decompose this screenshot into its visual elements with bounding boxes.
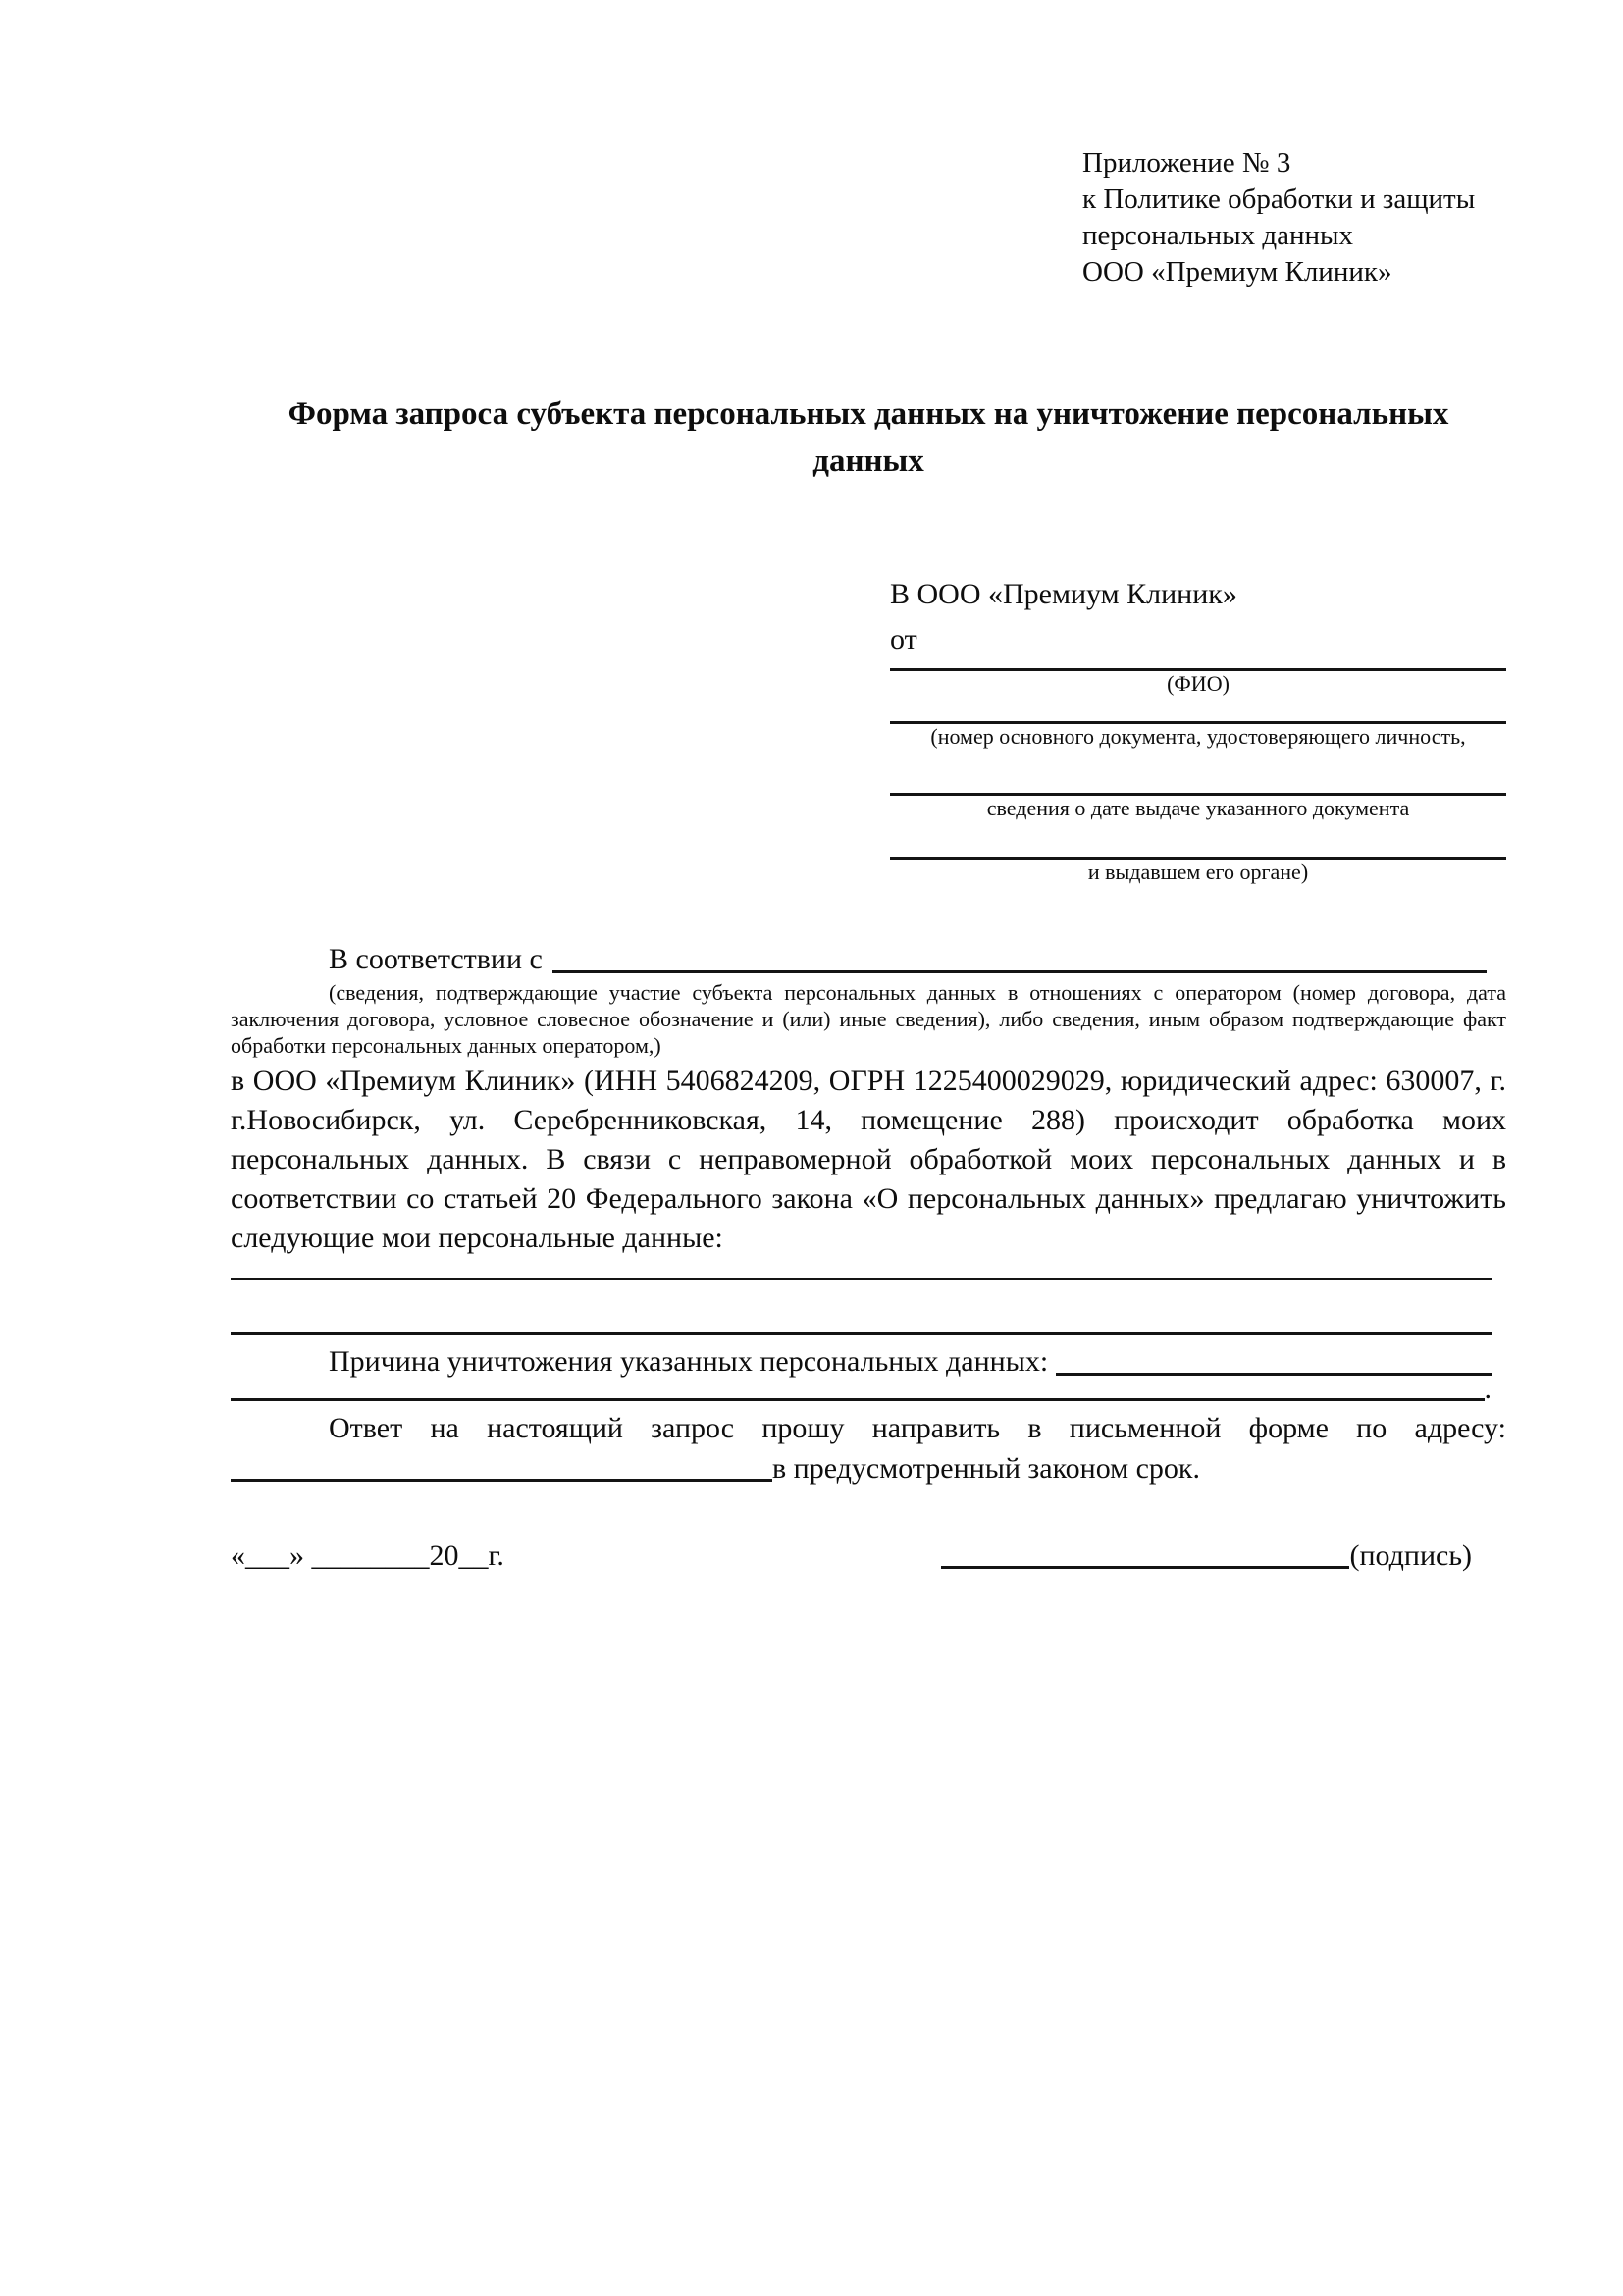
addressee-from: от (890, 623, 917, 655)
reason-continuation-line (231, 1372, 1485, 1401)
reason-period: . (1484, 1373, 1492, 1405)
fio-caption: (ФИО) (1167, 671, 1230, 696)
reason-label: Причина уничтожения указанных персональных данных: (329, 1345, 1049, 1378)
response-suffix: в предусмотренный законом срок. (772, 1452, 1200, 1485)
addressee-to: В ООО «Премиум Клиник» (890, 578, 1237, 610)
id-doc-caption-3: и выдавшем его органе) (1087, 860, 1309, 884)
appendix-line: персональных данных (1082, 220, 1354, 251)
accordance-label: В соответствии с (329, 943, 543, 975)
date-blank: «___» ________20__г. (231, 1539, 504, 1572)
id-doc-caption-2: сведения о дате выдаче указанного документа (986, 796, 1410, 820)
appendix-line: Приложение № 3 (1082, 147, 1291, 179)
accordance-blank-line (552, 940, 1487, 973)
main-paragraph: в ООО «Премиум Клиник» (ИНН 5406824209, ОГРН 1225400029029, юридический адрес: 630007, г. г.Новосибирск, ул. Серебренниковская, 14, помещение 288) происходит обработка моих персональных данных. В связи с неправомерной обработкой моих персональных данных и в соответствии со статьей 20 Федерального закона «О персональных данных» предлагаю уничтожить следующие мои персональные данные: (231, 1065, 1506, 1254)
accordance-note: (сведения, подтверждающие участие субъекта персональных данных в отношениях с оператором (номер договора, дата заключения договора, условное словесное обозначение и (или) иные сведения), либо сведения, иным образом подтверждающие факт обработки персональных данных оператором,) (231, 980, 1506, 1058)
addressee-block (890, 572, 1506, 885)
accordance-row (231, 940, 1506, 979)
data-blank-line-2 (231, 1332, 1492, 1335)
page-title: Форма запроса субъекта персональных данных на уничтожение персональных данных (288, 396, 1449, 479)
appendix-line: к Политике обработки и защиты (1082, 183, 1476, 215)
reason-continuation-row (231, 1372, 1506, 1407)
data-blank-line-1 (231, 1278, 1492, 1280)
response-sentence: Ответ на настоящий запрос прошу направить в письменной форме по адресу: (329, 1412, 1506, 1444)
address-row (231, 1450, 1506, 1487)
signature-caption: (подпись) (1349, 1539, 1472, 1572)
appendix-line: ООО «Премиум Клиник» (1082, 256, 1392, 287)
id-doc-caption-1: (номер основного документа, удостоверяющего личность, (930, 724, 1466, 749)
address-blank-line (231, 1450, 772, 1482)
reason-blank-line (1056, 1342, 1492, 1376)
signature-blank-line (941, 1566, 1349, 1569)
footer-row (231, 1537, 1506, 1576)
appendix-block (1082, 145, 1475, 290)
